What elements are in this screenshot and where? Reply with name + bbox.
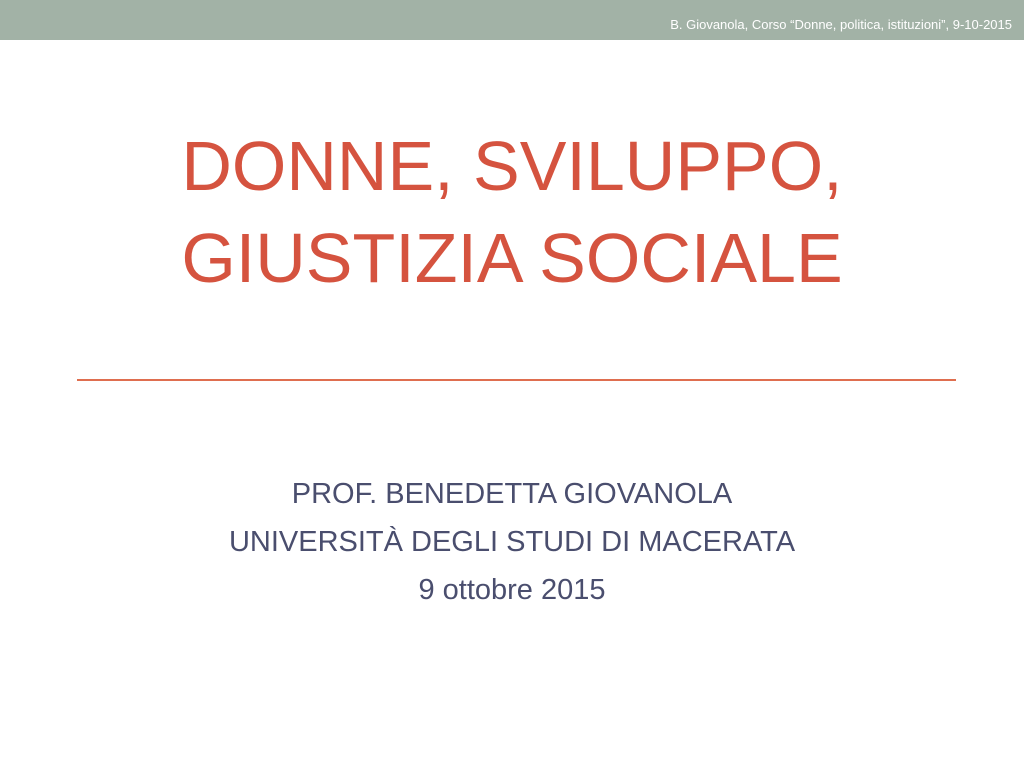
presentation-date: 9 ottobre 2015 (418, 574, 606, 606)
title-line-2: GIUSTIZIA SOCIALE (181, 219, 843, 297)
header-bar (0, 0, 1024, 40)
title-divider (77, 379, 956, 381)
title-line-1: DONNE, SVILUPPO, (181, 127, 843, 205)
slide-title (60, 120, 964, 304)
slide-subtitle (60, 470, 964, 614)
university-name: UNIVERSITÀ DEGLI STUDI DI MACERATA (228, 526, 796, 558)
author-name: PROF. BENEDETTA GIOVANOLA (291, 478, 733, 510)
header-text: B. Giovanola, Corso “Donne, politica, istituzioni”, 9-10-2015 (670, 17, 1012, 32)
